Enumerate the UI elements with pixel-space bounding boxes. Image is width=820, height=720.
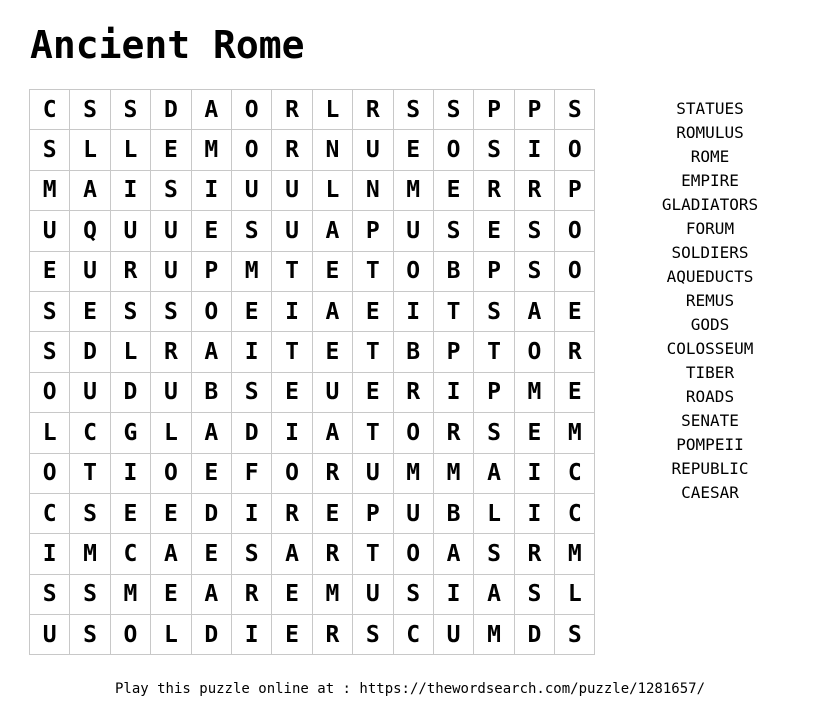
grid-cell[interactable]: U <box>30 211 70 251</box>
grid-row <box>30 332 595 372</box>
grid-cell[interactable]: P <box>191 251 231 291</box>
grid-cell[interactable]: P <box>474 372 514 412</box>
grid-cell[interactable]: R <box>231 574 271 614</box>
grid-cell[interactable]: O <box>30 453 70 493</box>
grid-cell[interactable]: A <box>312 211 352 251</box>
grid-cell[interactable]: I <box>393 291 433 331</box>
grid-cell[interactable]: O <box>555 251 595 291</box>
grid-cell[interactable]: I <box>231 332 271 372</box>
grid-cell[interactable]: D <box>151 90 191 130</box>
grid-cell[interactable]: R <box>110 251 150 291</box>
grid-cell[interactable]: S <box>30 291 70 331</box>
grid-cell[interactable]: S <box>474 291 514 331</box>
grid-cell[interactable]: S <box>151 170 191 210</box>
grid-cell[interactable]: O <box>110 615 150 655</box>
grid-cell[interactable]: I <box>272 291 312 331</box>
grid-cell[interactable]: O <box>393 413 433 453</box>
grid-cell[interactable]: O <box>272 453 312 493</box>
grid-cell[interactable]: U <box>353 453 393 493</box>
grid-cell[interactable]: R <box>393 372 433 412</box>
grid-cell[interactable]: C <box>555 453 595 493</box>
grid-cell[interactable]: R <box>514 534 554 574</box>
grid-cell[interactable]: P <box>474 251 514 291</box>
grid-cell[interactable]: B <box>433 493 473 533</box>
grid-row <box>30 493 595 533</box>
grid-cell[interactable]: A <box>312 291 352 331</box>
grid-cell[interactable]: U <box>151 211 191 251</box>
grid-cell[interactable]: S <box>151 291 191 331</box>
grid-cell[interactable]: O <box>191 291 231 331</box>
grid-cell[interactable]: O <box>30 372 70 412</box>
letter-grid <box>29 89 595 655</box>
grid-cell[interactable]: Q <box>70 211 110 251</box>
grid-row <box>30 413 595 453</box>
grid-cell[interactable]: I <box>514 453 554 493</box>
grid-cell[interactable]: R <box>433 413 473 453</box>
word-list-item: SENATE <box>681 411 739 430</box>
grid-cell[interactable]: I <box>191 170 231 210</box>
word-list-item: POMPEII <box>676 435 744 454</box>
grid-cell[interactable]: S <box>433 211 473 251</box>
grid-cell[interactable]: P <box>433 332 473 372</box>
grid-cell[interactable]: B <box>433 251 473 291</box>
word-list-item: TIBER <box>685 363 735 382</box>
grid-cell[interactable]: O <box>231 90 271 130</box>
grid-cell[interactable]: E <box>353 372 393 412</box>
grid-cell[interactable]: T <box>353 413 393 453</box>
grid-cell[interactable]: L <box>151 615 191 655</box>
grid-cell[interactable]: S <box>555 90 595 130</box>
grid-cell[interactable]: P <box>474 90 514 130</box>
grid-cell[interactable]: A <box>474 453 514 493</box>
grid-cell[interactable]: S <box>231 372 271 412</box>
grid-cell[interactable]: M <box>70 534 110 574</box>
grid-cell[interactable]: S <box>30 332 70 372</box>
word-list-item: ROADS <box>685 387 735 406</box>
grid-row <box>30 90 595 130</box>
grid-cell[interactable]: O <box>393 251 433 291</box>
grid-cell[interactable]: S <box>555 615 595 655</box>
grid-cell[interactable]: I <box>514 493 554 533</box>
grid-row <box>30 615 595 655</box>
grid-cell[interactable]: E <box>353 291 393 331</box>
word-list-item: SOLDIERS <box>671 243 749 262</box>
grid-cell[interactable]: U <box>151 251 191 291</box>
grid-cell[interactable]: L <box>312 170 352 210</box>
grid-cell[interactable]: U <box>30 615 70 655</box>
grid-cell[interactable]: L <box>312 90 352 130</box>
grid-cell[interactable]: M <box>433 453 473 493</box>
grid-cell[interactable]: L <box>555 574 595 614</box>
grid-cell[interactable]: R <box>353 90 393 130</box>
grid-cell[interactable]: I <box>110 453 150 493</box>
grid-cell[interactable]: A <box>191 90 231 130</box>
grid-cell[interactable]: S <box>231 211 271 251</box>
grid-cell[interactable]: O <box>433 130 473 170</box>
grid-cell[interactable]: E <box>231 291 271 331</box>
grid-cell[interactable]: T <box>272 251 312 291</box>
grid-cell[interactable]: N <box>312 130 352 170</box>
grid-cell[interactable]: A <box>433 534 473 574</box>
grid-cell[interactable]: E <box>312 251 352 291</box>
grid-cell[interactable]: E <box>151 493 191 533</box>
grid-cell[interactable]: P <box>555 170 595 210</box>
grid-cell[interactable]: A <box>151 534 191 574</box>
grid-cell[interactable]: L <box>151 413 191 453</box>
grid-row <box>30 170 595 210</box>
grid-cell[interactable]: I <box>110 170 150 210</box>
grid-cell[interactable]: L <box>30 413 70 453</box>
grid-cell[interactable]: D <box>110 372 150 412</box>
grid-cell[interactable]: G <box>110 413 150 453</box>
grid-cell[interactable]: I <box>433 574 473 614</box>
grid-cell[interactable]: I <box>231 615 271 655</box>
word-list-item: FORUM <box>685 219 735 238</box>
grid-cell[interactable]: A <box>191 332 231 372</box>
grid-cell[interactable]: P <box>514 90 554 130</box>
grid-cell[interactable]: T <box>433 291 473 331</box>
grid-cell[interactable]: E <box>30 251 70 291</box>
grid-cell[interactable]: E <box>433 170 473 210</box>
grid-cell[interactable]: T <box>353 251 393 291</box>
word-list-item: STATUES <box>676 99 744 118</box>
grid-cell[interactable]: O <box>393 534 433 574</box>
grid-cell[interactable]: R <box>151 332 191 372</box>
word-list-item: REMUS <box>685 291 735 310</box>
grid-cell[interactable]: M <box>110 574 150 614</box>
word-list-item: CAESAR <box>681 483 739 502</box>
grid-cell[interactable]: F <box>231 453 271 493</box>
grid-cell[interactable]: C <box>70 413 110 453</box>
grid-cell[interactable]: L <box>110 332 150 372</box>
grid-cell[interactable]: T <box>272 332 312 372</box>
word-list-item: ROMULUS <box>676 123 744 142</box>
grid-cell[interactable]: A <box>474 574 514 614</box>
grid-cell[interactable]: I <box>30 534 70 574</box>
grid-cell[interactable]: P <box>353 211 393 251</box>
grid-cell[interactable]: S <box>474 534 514 574</box>
grid-cell[interactable]: E <box>514 413 554 453</box>
grid-row <box>30 574 595 614</box>
grid-cell[interactable]: T <box>70 453 110 493</box>
grid-cell[interactable]: U <box>70 372 110 412</box>
grid-cell[interactable]: E <box>555 291 595 331</box>
grid-cell[interactable]: M <box>514 372 554 412</box>
grid-cell[interactable]: U <box>393 211 433 251</box>
grid-cell[interactable]: E <box>191 211 231 251</box>
grid-cell[interactable]: A <box>312 413 352 453</box>
grid-cell[interactable]: S <box>474 130 514 170</box>
grid-cell[interactable]: E <box>272 615 312 655</box>
grid-cell[interactable]: B <box>191 372 231 412</box>
word-list-item: ROME <box>690 147 730 166</box>
grid-cell[interactable]: U <box>110 211 150 251</box>
grid-cell[interactable]: S <box>393 90 433 130</box>
grid-cell[interactable]: N <box>353 170 393 210</box>
grid-cell[interactable]: E <box>191 534 231 574</box>
grid-cell[interactable]: E <box>191 453 231 493</box>
word-list-item: AQUEDUCTS <box>666 267 754 286</box>
grid-cell[interactable]: E <box>393 130 433 170</box>
grid-cell[interactable]: R <box>474 170 514 210</box>
grid-cell[interactable]: D <box>191 615 231 655</box>
grid-row <box>30 453 595 493</box>
grid-cell[interactable]: U <box>272 170 312 210</box>
grid-row <box>30 130 595 170</box>
grid-cell[interactable]: E <box>151 130 191 170</box>
grid-cell[interactable]: U <box>353 130 393 170</box>
grid-cell[interactable]: P <box>353 493 393 533</box>
grid-cell[interactable]: M <box>30 170 70 210</box>
grid-cell[interactable]: M <box>393 170 433 210</box>
grid-cell[interactable]: D <box>70 332 110 372</box>
footer-link-text: Play this puzzle online at : https://thewordsearch.com/puzzle/1281657/ <box>114 681 705 697</box>
word-list-item: GODS <box>690 315 730 334</box>
grid-cell[interactable]: M <box>474 615 514 655</box>
grid-row <box>30 291 595 331</box>
grid-cell[interactable]: E <box>555 372 595 412</box>
grid-cell[interactable]: S <box>110 90 150 130</box>
grid-cell[interactable]: A <box>191 413 231 453</box>
grid-cell[interactable]: E <box>110 493 150 533</box>
grid-cell[interactable]: R <box>312 615 352 655</box>
grid-cell[interactable]: U <box>70 251 110 291</box>
grid-cell[interactable]: T <box>474 332 514 372</box>
grid-row <box>30 211 595 251</box>
grid-cell[interactable]: M <box>393 453 433 493</box>
grid-cell[interactable]: R <box>272 493 312 533</box>
grid-cell[interactable]: S <box>393 574 433 614</box>
grid-cell[interactable]: U <box>151 372 191 412</box>
word-list-item: COLOSSEUM <box>666 339 754 358</box>
grid-cell[interactable]: E <box>151 574 191 614</box>
grid-cell[interactable]: U <box>272 211 312 251</box>
grid-cell[interactable]: S <box>514 211 554 251</box>
grid-cell[interactable]: L <box>70 130 110 170</box>
grid-cell[interactable]: O <box>555 211 595 251</box>
grid-cell[interactable]: M <box>555 413 595 453</box>
grid-cell[interactable]: U <box>312 372 352 412</box>
grid-cell[interactable]: A <box>514 291 554 331</box>
grid-cell[interactable]: E <box>272 372 312 412</box>
grid-cell[interactable]: E <box>312 493 352 533</box>
grid-cell[interactable]: R <box>272 130 312 170</box>
grid-cell[interactable]: S <box>70 90 110 130</box>
grid-cell[interactable]: S <box>514 251 554 291</box>
grid-row <box>30 251 595 291</box>
grid-cell[interactable]: S <box>474 413 514 453</box>
grid-cell[interactable]: R <box>555 332 595 372</box>
grid-cell[interactable]: U <box>393 493 433 533</box>
grid-cell[interactable]: L <box>474 493 514 533</box>
grid-cell[interactable]: R <box>312 534 352 574</box>
grid-cell[interactable]: S <box>70 493 110 533</box>
grid-cell[interactable]: U <box>353 574 393 614</box>
grid-cell[interactable]: S <box>514 574 554 614</box>
grid-cell[interactable]: M <box>191 130 231 170</box>
grid-cell[interactable]: I <box>272 413 312 453</box>
grid-cell[interactable]: A <box>272 534 312 574</box>
grid-cell[interactable]: T <box>353 534 393 574</box>
grid-cell[interactable]: L <box>110 130 150 170</box>
word-list <box>640 97 780 505</box>
grid-cell[interactable]: S <box>70 574 110 614</box>
grid-cell[interactable]: M <box>312 574 352 614</box>
grid-cell[interactable]: C <box>393 615 433 655</box>
grid-cell[interactable]: S <box>70 615 110 655</box>
grid-cell[interactable]: B <box>393 332 433 372</box>
grid-cell[interactable]: S <box>110 291 150 331</box>
grid-cell[interactable]: S <box>30 130 70 170</box>
grid-cell[interactable]: O <box>514 332 554 372</box>
grid-cell[interactable]: S <box>353 615 393 655</box>
grid-cell[interactable]: I <box>231 493 271 533</box>
grid-cell[interactable]: R <box>312 453 352 493</box>
grid-cell[interactable]: O <box>555 130 595 170</box>
word-list-item: EMPIRE <box>681 171 739 190</box>
grid-cell[interactable]: M <box>555 534 595 574</box>
grid-cell[interactable]: M <box>231 251 271 291</box>
puzzle-title: Ancient Rome <box>30 23 305 67</box>
grid-cell[interactable]: C <box>30 90 70 130</box>
grid-cell[interactable]: E <box>272 574 312 614</box>
grid-cell[interactable]: E <box>312 332 352 372</box>
grid-cell[interactable]: D <box>191 493 231 533</box>
grid-cell[interactable]: D <box>514 615 554 655</box>
grid-cell[interactable]: I <box>433 372 473 412</box>
grid-cell[interactable]: E <box>474 211 514 251</box>
grid-cell[interactable]: R <box>514 170 554 210</box>
grid-cell[interactable]: U <box>231 170 271 210</box>
grid-row <box>30 534 595 574</box>
word-list-item: REPUBLIC <box>671 459 749 478</box>
grid-cell[interactable]: C <box>30 493 70 533</box>
grid-cell[interactable]: E <box>70 291 110 331</box>
grid-cell[interactable]: D <box>231 413 271 453</box>
grid-cell[interactable]: S <box>30 574 70 614</box>
grid-cell[interactable]: A <box>191 574 231 614</box>
grid-cell[interactable]: O <box>231 130 271 170</box>
grid-cell[interactable]: S <box>433 90 473 130</box>
grid-cell[interactable]: S <box>231 534 271 574</box>
grid-cell[interactable]: C <box>555 493 595 533</box>
grid-row <box>30 372 595 412</box>
word-list-item: GLADIATORS <box>661 195 759 214</box>
grid-cell[interactable]: T <box>353 332 393 372</box>
grid-cell[interactable]: U <box>433 615 473 655</box>
grid-cell[interactable]: O <box>151 453 191 493</box>
grid-cell[interactable]: C <box>110 534 150 574</box>
grid-cell[interactable]: I <box>514 130 554 170</box>
grid-cell[interactable]: R <box>272 90 312 130</box>
grid-cell[interactable]: A <box>70 170 110 210</box>
